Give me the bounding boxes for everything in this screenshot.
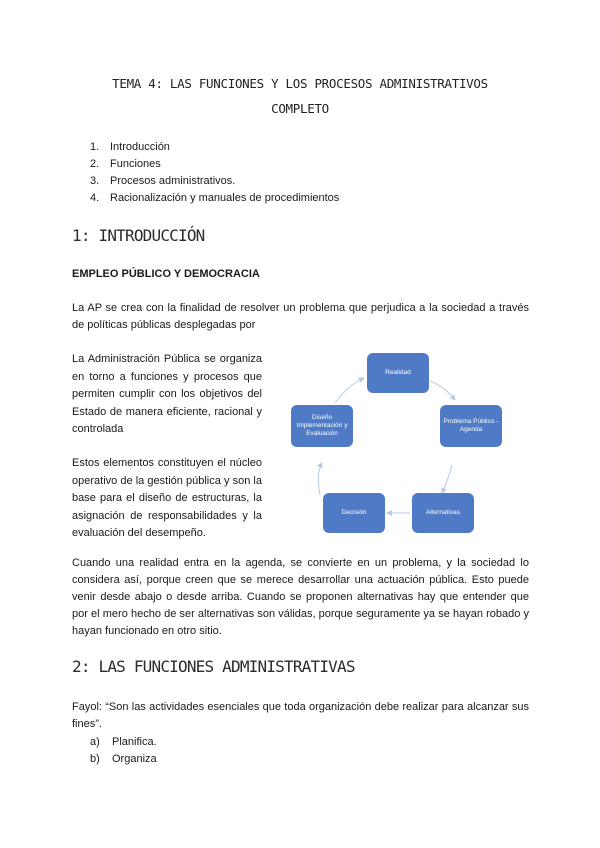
intro-paragraph: La AP se crea con la finalidad de resolver un problema que perjudica a la sociedad a través de políticas públicas desplegadas por — [72, 302, 529, 331]
node-alternativas: Alternativas — [412, 493, 474, 533]
toc-number: 3. — [90, 175, 100, 187]
toc-number: 4. — [90, 192, 100, 204]
document-subtitle: COMPLETO — [271, 101, 329, 116]
table-of-contents — [90, 139, 339, 207]
toc-number: 1. — [90, 141, 100, 153]
toc-item — [90, 190, 339, 207]
toc-number: 2. — [90, 158, 100, 170]
arrow-realidad-to-problema — [430, 381, 455, 400]
toc-item — [90, 156, 339, 173]
subheading-empleo-publico: EMPLEO PÚBLICO Y DEMOCRACIA — [72, 268, 260, 280]
section-heading-funciones: 2: LAS FUNCIONES ADMINISTRATIVAS — [72, 657, 355, 676]
list-marker: a) — [90, 736, 100, 748]
toc-item — [90, 139, 339, 156]
list-marker: b) — [90, 753, 100, 765]
node-realidad: Realidad — [367, 353, 429, 393]
column-paragraph-1: La Administración Pública se organiza en torno a funciones y procesos que permiten cumplir con los objetivos del Estado de manera eficiente, racional y controlada — [72, 353, 262, 435]
closing-paragraph: Cuando una realidad entra en la agenda, se convierte en un problema, y la sociedad lo considera así, porque creen que se merece desarrollar una actuación pública. Esto puede venir desde abajo o desde arriba. Cuando se proponen alternativas hay que entender que por el mero hecho de ser alternativas son válidas, porque seguramente ya se hayan robado y hayan funcionado en otro sitio. — [72, 557, 529, 637]
arrow-diseno-to-realidad — [335, 378, 364, 403]
toc-label: Introducción — [110, 141, 170, 153]
fayol-quote: Fayol: “Son las actividades esenciales que toda organización debe realizar para alcanzar sus fines”. — [72, 701, 529, 730]
toc-label: Procesos administrativos. — [110, 175, 236, 187]
toc-item — [90, 173, 339, 190]
toc-label: Funciones — [110, 158, 161, 170]
node-diseno-implementacion: Diseño Implementación y Evaluación — [291, 405, 353, 447]
functions-list — [90, 734, 157, 768]
document-title: TEMA 4: LAS FUNCIONES Y LOS PROCESOS ADMINISTRATIVOS — [112, 76, 488, 91]
arrow-decision-to-diseno — [318, 463, 322, 495]
list-label: Planifica. — [112, 736, 157, 748]
list-item — [90, 734, 157, 751]
arrow-problema-to-alternativas — [442, 465, 452, 493]
section-heading-introduccion: 1: INTRODUCCIÓN — [72, 226, 205, 245]
list-item — [90, 751, 157, 768]
toc-label: Racionalización y manuales de procedimientos — [110, 192, 340, 204]
list-label: Organiza — [112, 753, 157, 765]
policy-cycle-diagram — [280, 345, 530, 545]
column-paragraph-2: Estos elementos constituyen el núcleo operativo de la gestión pública y son la base para el diseño de estructuras, la asignación de responsabilidades y la evaluación del desempeño. — [72, 457, 262, 539]
node-problema-publico: Problema Público - Agenda — [440, 405, 502, 447]
node-decision: Decisión — [323, 493, 385, 533]
